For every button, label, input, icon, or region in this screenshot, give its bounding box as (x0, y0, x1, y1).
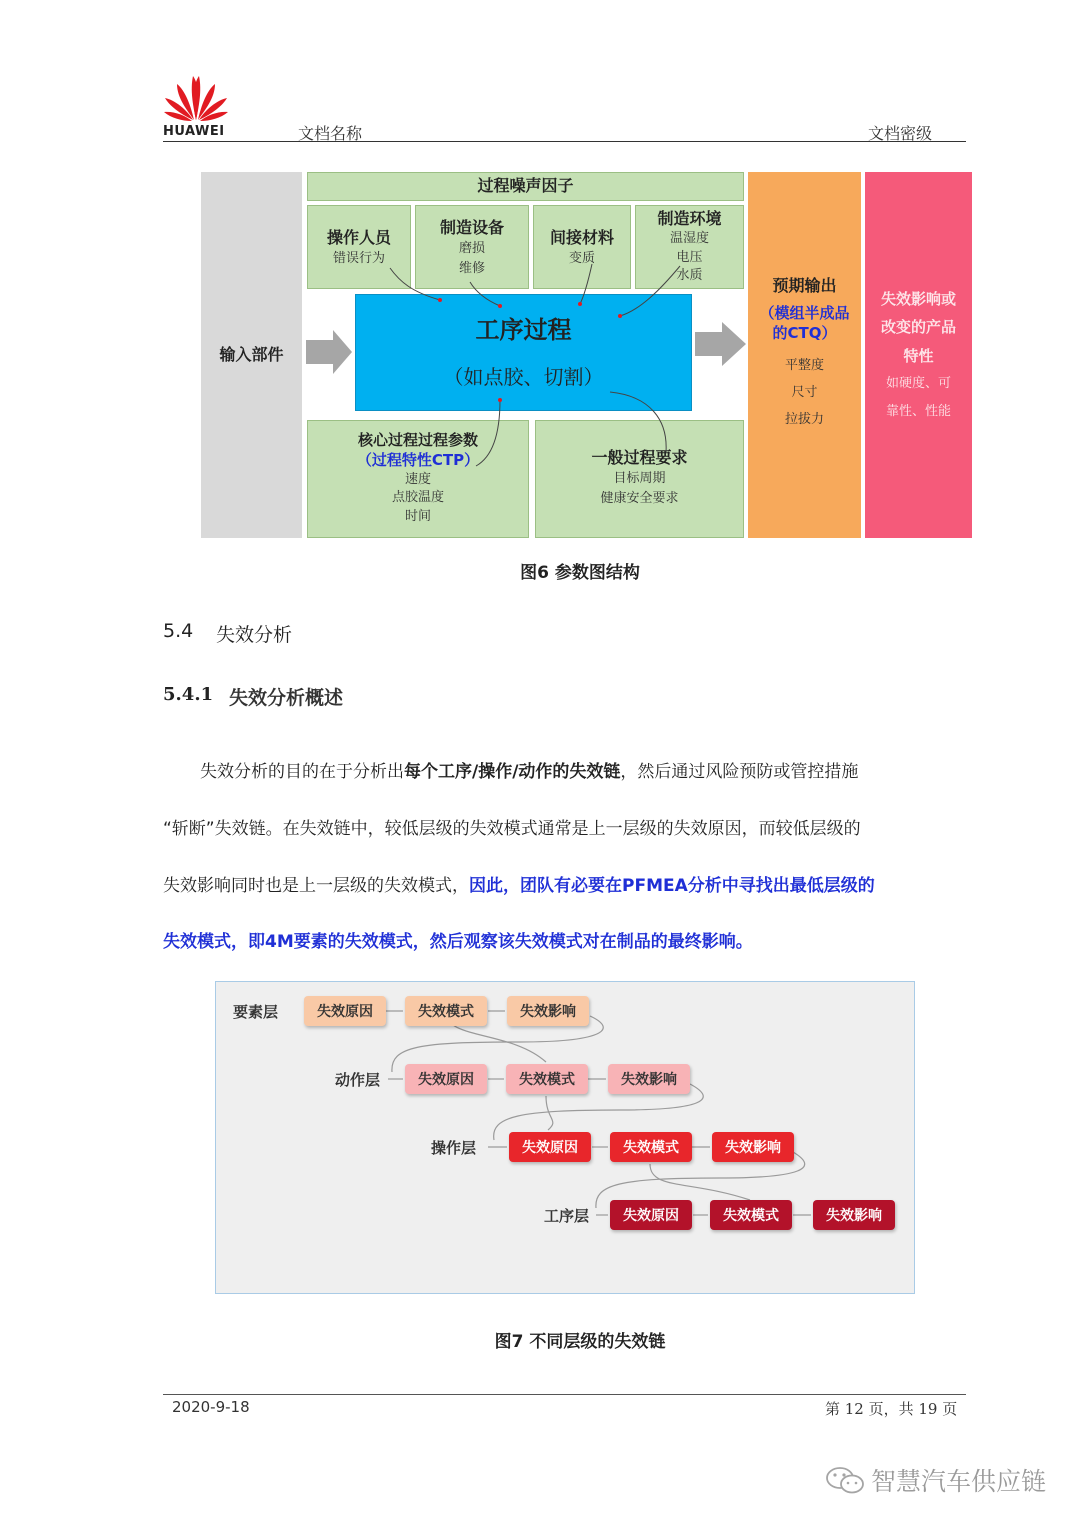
section-number: 5.4 (163, 620, 194, 642)
general-req-item: 目标周期 (613, 471, 666, 487)
noise-operator-item: 错误行为 (332, 250, 385, 266)
chain-chip: 失效原因 (509, 1132, 591, 1162)
watermark (825, 1462, 1046, 1498)
process-title: 工序过程 (475, 316, 572, 345)
output-ctq: （模组半成品 (759, 304, 850, 323)
chain-chip: 失效模式 (610, 1132, 692, 1162)
subsection-number: 5.4.1 (163, 684, 214, 705)
logo-text: HUAWEI (163, 124, 225, 139)
output-ctq: 的CTQ） (772, 324, 837, 343)
output-item: 尺寸 (791, 385, 818, 400)
subsection-title: 失效分析概述 (229, 687, 344, 709)
paragraph-text: 失效分析的目的在于分析出 (200, 762, 404, 782)
noise-operator-title: 操作人员 (326, 228, 391, 247)
key-params-ctp: （过程特性CTP） (356, 451, 480, 470)
level-label: 要素层 (233, 1003, 279, 1021)
level-label: 操作层 (431, 1139, 477, 1157)
noise-material-item: 变质 (568, 250, 595, 266)
input-label: 输入部件 (219, 344, 284, 364)
figure6-caption: 图6 参数图结构 (520, 563, 640, 583)
noise-equipment-item: 维修 (458, 260, 485, 276)
level-label: 工序层 (544, 1207, 590, 1225)
chain-chip: 失效影响 (608, 1064, 690, 1094)
section-title: 失效分析 (216, 624, 293, 646)
chain-chip: 失效模式 (710, 1200, 792, 1230)
noise-environment-item: 温湿度 (669, 230, 709, 246)
footer-date: 2020-9-18 (172, 1398, 250, 1416)
noise-environment-item: 电压 (676, 249, 703, 265)
paragraph-text: 失效影响同时也是上一层级的失效模式， (163, 876, 469, 896)
noise-environment-item: 水质 (676, 268, 703, 284)
chain-chip: 失效影响 (712, 1132, 794, 1162)
noise-equipment-title: 制造设备 (439, 218, 504, 237)
paragraph-highlight: 因此，团队有必要在PFMEA分析中寻找出最低层级的 (469, 876, 875, 896)
chain-chip: 失效模式 (506, 1064, 588, 1094)
doc-level: 文档密级 (868, 124, 933, 143)
noise-equipment-item: 磨损 (458, 240, 485, 256)
footer-divider (163, 1394, 966, 1395)
effect-title: 特性 (903, 346, 934, 365)
chain-chip: 失效影响 (507, 996, 589, 1026)
general-req-title: 一般过程要求 (591, 448, 688, 468)
effect-item: 靠性、性能 (885, 403, 951, 419)
chain-chip: 失效原因 (405, 1064, 487, 1094)
footer-page: 第 12 页，共 19 页 (825, 1400, 958, 1418)
noise-material-title: 间接材料 (549, 228, 614, 247)
noise-environment-title: 制造环境 (657, 209, 722, 228)
watermark-text: 智慧汽车供应链 (870, 1467, 1046, 1496)
general-req-item: 健康安全要求 (600, 491, 679, 507)
process-subtitle: （如点胶、切割） (443, 364, 604, 389)
chain-chip: 失效模式 (405, 996, 487, 1026)
chain-chip: 失效影响 (813, 1200, 895, 1230)
paragraph-highlight: 失效模式，即4M要素的失效模式，然后观察该失效模式对在制品的最终影响。 (163, 932, 753, 952)
key-params-item: 点胶温度 (391, 490, 444, 506)
paragraph-text: ，然后通过风险预防或管控措施 (620, 762, 859, 782)
effect-title: 改变的产品 (880, 318, 956, 337)
doc-name: 文档名称 (298, 124, 363, 143)
figure7-caption: 图7 不同层级的失效链 (494, 1332, 666, 1352)
paragraph-text: “斩断”失效链。在失效链中，较低层级的失效模式通常是上一层级的失效原因，而较低层级的 (163, 819, 861, 839)
wechat-icon (825, 1465, 865, 1495)
key-params-item: 速度 (404, 471, 431, 487)
output-title: 预期输出 (772, 276, 837, 296)
key-params-title: 核心过程过程参数 (357, 430, 478, 449)
level-label: 动作层 (335, 1071, 381, 1089)
key-params-item: 时间 (404, 509, 431, 525)
output-item: 拉拔力 (784, 412, 824, 428)
effect-item: 如硬度、可 (885, 376, 951, 392)
output-item: 平整度 (784, 357, 824, 373)
effect-title: 失效影响或 (880, 289, 956, 308)
chain-chip: 失效原因 (610, 1200, 692, 1230)
chain-chip: 失效原因 (304, 996, 386, 1026)
paragraph-bold: 每个工序/操作/动作的失效链 (404, 762, 621, 782)
noise-title: 过程噪声因子 (477, 176, 574, 196)
